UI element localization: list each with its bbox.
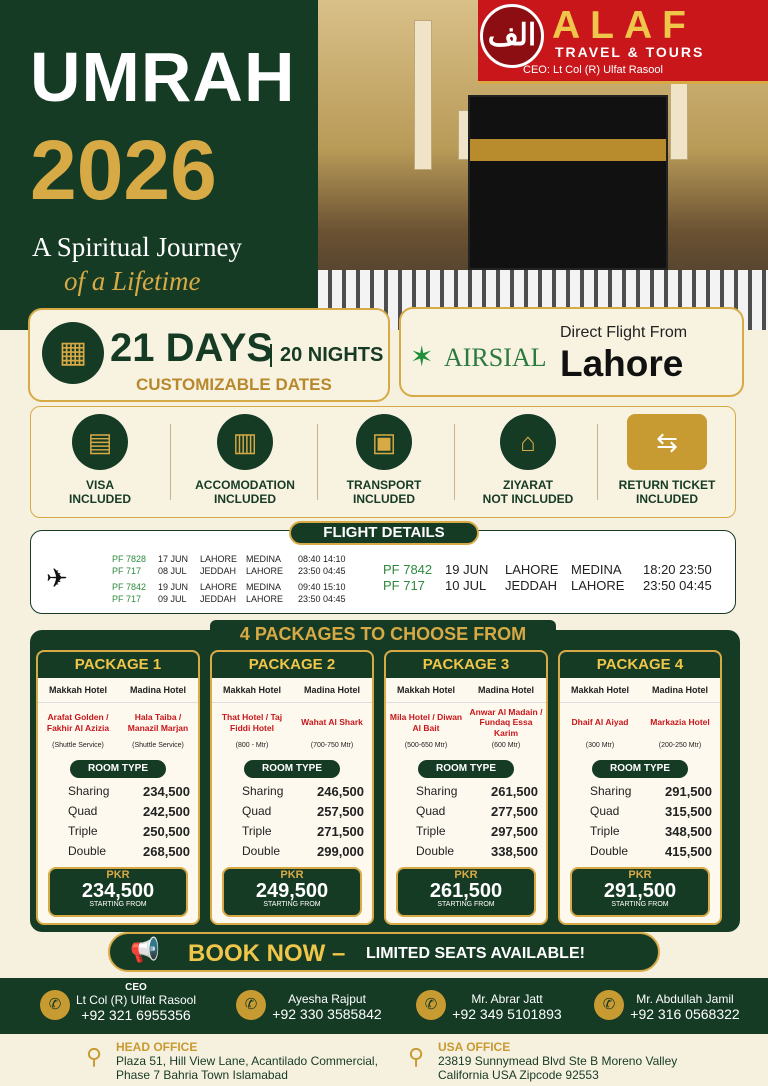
contact-role: CEO xyxy=(125,982,147,993)
package-name: PACKAGE 1 xyxy=(38,652,198,678)
flight-time: 23:50 04:45 xyxy=(298,566,346,576)
makkah-label: Makkah Hotel xyxy=(396,685,456,695)
currency: PKR xyxy=(454,869,478,881)
flight-date: 09 JUL xyxy=(158,594,187,604)
bus-icon: ▣ xyxy=(356,414,412,470)
makkah-hotel: Mila Hotel / Diwan Al Bait xyxy=(389,712,463,733)
madina-hotel: Markazia Hotel xyxy=(650,717,710,728)
feature-ziyarat xyxy=(458,412,598,516)
mosque-icon: ⌂ xyxy=(500,414,556,470)
starting-price-box xyxy=(48,867,188,917)
madina-label: Madina Hotel xyxy=(651,685,708,695)
room-label: Triple xyxy=(590,824,620,838)
tagline: A Spiritual Journey xyxy=(32,232,242,262)
room-label: Quad xyxy=(590,804,620,818)
phone-icon: ✆ xyxy=(40,990,70,1020)
feature-status: INCLUDED xyxy=(214,492,276,507)
flight-time: 23:50 04:45 xyxy=(298,594,346,604)
customizable-dates: CUSTOMIZABLE DATES xyxy=(136,375,332,394)
calendar-icon: ▦ xyxy=(42,322,104,384)
room-label: Triple xyxy=(68,824,98,838)
flight-code: PF 7842 xyxy=(112,582,147,592)
feature-status: INCLUDED xyxy=(636,492,698,507)
flight-details-title: FLIGHT DETAILS xyxy=(289,521,479,545)
room-price: 242,500 xyxy=(143,804,190,819)
flight-to: LAHORE xyxy=(246,566,284,576)
divider xyxy=(170,424,171,500)
flight-from: JEDDAH xyxy=(505,578,558,593)
starting-price-box xyxy=(396,867,536,917)
flight-to: MEDINA xyxy=(571,562,622,577)
room-price: 246,500 xyxy=(317,784,364,799)
room-price: 348,500 xyxy=(665,824,712,839)
room-label: Sharing xyxy=(68,784,110,798)
makkah-distance: (300 Mtr) xyxy=(585,742,615,749)
flight-code: PF 7828 xyxy=(112,554,147,564)
flight-code: PF 717 xyxy=(112,566,142,576)
package-card[interactable] xyxy=(384,650,548,925)
contact-phone[interactable]: +92 316 0568322 xyxy=(630,1006,740,1022)
madina-distance: (Shuttle Service) xyxy=(132,742,184,749)
makkah-hotel: That Hotel / Taj Fiddi Hotel xyxy=(221,712,283,733)
office-address: 23819 Sunnymead Blvd Ste B Moreno Valley xyxy=(438,1054,678,1068)
room-price: 261,500 xyxy=(491,784,538,799)
room-price: 250,500 xyxy=(143,824,190,839)
currency: PKR xyxy=(628,869,652,881)
phone-icon: ✆ xyxy=(594,990,624,1020)
contact-phone[interactable]: +92 349 5101893 xyxy=(452,1006,562,1022)
room-price: 415,500 xyxy=(665,844,712,859)
logo-name: ALAF xyxy=(552,4,696,47)
contact-card[interactable] xyxy=(594,982,744,1028)
flight-date: 19 JUN xyxy=(445,562,489,577)
flight-row xyxy=(112,554,346,564)
starting-price: 249,500 xyxy=(255,880,329,902)
contact-name: Ayesha Rajput xyxy=(288,992,366,1006)
feature-status: NOT INCLUDED xyxy=(482,492,574,507)
location-pin-icon: ⚲ xyxy=(408,1044,425,1069)
office-address: Phase 7 Bahria Town Islamabad xyxy=(116,1068,288,1082)
office-title: HEAD OFFICE xyxy=(116,1040,198,1054)
flight-code: PF 717 xyxy=(383,578,425,593)
flight-to: LAHORE xyxy=(246,594,284,604)
room-price: 338,500 xyxy=(491,844,538,859)
makkah-label: Makkah Hotel xyxy=(48,685,108,695)
flight-time: 23:50 04:45 xyxy=(643,578,712,593)
room-label: Sharing xyxy=(416,784,458,798)
madina-distance: (600 Mtr) xyxy=(491,742,521,749)
room-label: Double xyxy=(242,844,281,858)
contact-phone[interactable]: +92 321 6955356 xyxy=(81,1007,191,1023)
room-price: 257,500 xyxy=(317,804,364,819)
room-price: 315,500 xyxy=(665,804,712,819)
makkah-distance: (500-650 Mtr) xyxy=(404,742,448,749)
madina-hotel: Hala Taiba / Manazil Marjan xyxy=(127,712,189,733)
room-type-label: ROOM TYPE xyxy=(70,760,166,778)
room-type-label: ROOM TYPE xyxy=(244,760,340,778)
contact-card[interactable] xyxy=(236,982,386,1028)
room-type-label: ROOM TYPE xyxy=(418,760,514,778)
flight-to: MEDINA xyxy=(246,582,282,592)
airsial-star-icon: ✶ xyxy=(410,341,434,372)
flight-time: 08:40 14:10 xyxy=(298,554,346,564)
feature-accomodation xyxy=(175,412,315,516)
feature-return-ticket xyxy=(597,412,737,516)
visa-icon: ▤ xyxy=(72,414,128,470)
madina-label: Madina Hotel xyxy=(129,685,186,695)
currency: PKR xyxy=(106,869,130,881)
office-address: California USA Zipcode 92553 xyxy=(438,1068,599,1082)
room-price: 291,500 xyxy=(665,784,712,799)
packages-title: 4 PACKAGES TO CHOOSE FROM xyxy=(210,620,556,648)
book-now-text[interactable]: BOOK NOW – xyxy=(188,940,346,967)
flight-row xyxy=(383,578,712,593)
divider xyxy=(454,424,455,500)
phone-icon: ✆ xyxy=(416,990,446,1020)
room-price: 271,500 xyxy=(317,824,364,839)
feature-label: ACCOMODATION xyxy=(195,478,295,492)
megaphone-icon: 📢 xyxy=(130,937,160,964)
starting-price-box xyxy=(222,867,362,917)
flight-date: 10 JUL xyxy=(445,578,487,593)
package-name: PACKAGE 3 xyxy=(386,652,546,678)
feature-visa xyxy=(30,412,170,516)
flight-to: MEDINA xyxy=(246,554,282,564)
logo-mark: الف xyxy=(480,4,544,68)
hero-title: UMRAH xyxy=(30,38,296,116)
flight-date: 17 JUN xyxy=(158,554,189,564)
limited-seats-text: LIMITED SEATS AVAILABLE! xyxy=(366,945,585,962)
hotel-icon: ▥ xyxy=(217,414,273,470)
madina-hotel: Wahat Al Shark xyxy=(301,717,363,728)
flight-row xyxy=(112,594,346,604)
room-label: Quad xyxy=(242,804,272,818)
location-pin-icon: ⚲ xyxy=(86,1044,103,1069)
makkah-distance: (Shuttle Service) xyxy=(52,742,104,749)
logo-subtitle: TRAVEL & TOURS xyxy=(555,44,705,60)
feature-label: TRANSPORT xyxy=(346,478,422,492)
makkah-hotel: Dhaif Al Aiyad xyxy=(571,717,629,728)
flight-from: LAHORE xyxy=(505,562,559,577)
flight-from: LAHORE xyxy=(200,582,238,592)
direct-flight-label: Direct Flight From xyxy=(560,324,688,341)
makkah-label: Makkah Hotel xyxy=(222,685,282,695)
nights-count: 20 NIGHTS xyxy=(270,344,383,367)
makkah-hotel: Arafat Golden / Fakhir Al Azizia xyxy=(46,712,110,733)
contact-name: Mr. Abrar Jatt xyxy=(471,992,543,1006)
room-label: Sharing xyxy=(590,784,632,798)
starting-label: STARTING FROM xyxy=(89,901,147,908)
starting-price: 291,500 xyxy=(603,880,677,902)
room-label: Double xyxy=(590,844,629,858)
flight-row xyxy=(383,562,712,577)
madina-distance: (700-750 Mtr) xyxy=(310,742,354,749)
room-label: Triple xyxy=(242,824,272,838)
room-type-label: ROOM TYPE xyxy=(592,760,688,778)
starting-label: STARTING FROM xyxy=(437,901,495,908)
contact-name: Mr. Abdullah Jamil xyxy=(636,992,734,1006)
room-label: Quad xyxy=(68,804,98,818)
head-office xyxy=(86,1040,396,1082)
feature-label: RETURN TICKET xyxy=(618,478,716,492)
package-name: PACKAGE 4 xyxy=(560,652,720,678)
office-address: Plaza 51, Hill View Lane, Acantilado Commercial, xyxy=(116,1054,378,1068)
airline-name: AIRSIAL xyxy=(444,343,547,372)
room-price: 234,500 xyxy=(143,784,190,799)
tagline-italic: of a Lifetime xyxy=(64,266,201,296)
starting-price-box xyxy=(570,867,710,917)
flight-time: 09:40 15:10 xyxy=(298,582,346,592)
usa-office xyxy=(408,1040,708,1082)
room-price: 299,000 xyxy=(317,844,364,859)
room-label: Double xyxy=(68,844,107,858)
kaaba xyxy=(468,95,668,270)
flight-to: LAHORE xyxy=(571,578,625,593)
room-price: 297,500 xyxy=(491,824,538,839)
flight-date: 19 JUN xyxy=(158,582,189,592)
room-price: 277,500 xyxy=(491,804,538,819)
room-label: Quad xyxy=(416,804,446,818)
starting-label: STARTING FROM xyxy=(263,901,321,908)
logo-ceo: CEO: Lt Col (R) Ulfat Rasool xyxy=(523,64,663,76)
room-label: Double xyxy=(416,844,455,858)
feature-status: INCLUDED xyxy=(69,492,131,507)
days-count: 21 DAYS xyxy=(110,326,274,370)
flight-from: LAHORE xyxy=(200,554,238,564)
flight-row xyxy=(112,582,346,592)
package-card[interactable] xyxy=(210,650,374,925)
departure-city: Lahore xyxy=(560,343,684,384)
starting-price: 261,500 xyxy=(429,880,503,902)
ticket-icon: ⇆ xyxy=(627,414,707,470)
room-label: Sharing xyxy=(242,784,284,798)
flight-date: 08 JUL xyxy=(158,566,187,576)
flight-code: PF 7842 xyxy=(383,562,433,577)
feature-status: INCLUDED xyxy=(353,492,415,507)
contact-card[interactable] xyxy=(40,982,200,1028)
contact-phone[interactable]: +92 330 3585842 xyxy=(272,1006,382,1022)
madina-label: Madina Hotel xyxy=(477,685,534,695)
room-price: 268,500 xyxy=(143,844,190,859)
starting-label: STARTING FROM xyxy=(611,901,669,908)
flight-time: 18:20 23:50 xyxy=(643,562,712,577)
makkah-distance: (800 - Mtr) xyxy=(235,742,269,749)
phone-icon: ✆ xyxy=(236,990,266,1020)
makkah-label: Makkah Hotel xyxy=(570,685,630,695)
package-name: PACKAGE 2 xyxy=(212,652,372,678)
flight-code: PF 717 xyxy=(112,594,142,604)
starting-price: 234,500 xyxy=(81,880,155,902)
hero-year: 2026 xyxy=(30,123,217,217)
madina-distance: (200-250 Mtr) xyxy=(658,742,702,749)
madina-label: Madina Hotel xyxy=(303,685,360,695)
contact-card[interactable] xyxy=(416,982,566,1028)
madina-hotel: Anwar Al Madain / Fundaq Essa Karim xyxy=(469,707,543,738)
feature-label: ZIYARAT xyxy=(502,478,553,492)
flight-from: JEDDAH xyxy=(200,594,237,604)
contact-name: Lt Col (R) Ulfat Rasool xyxy=(75,993,197,1007)
room-label: Triple xyxy=(416,824,446,838)
feature-transport xyxy=(314,412,454,516)
office-title: USA OFFICE xyxy=(438,1040,511,1054)
currency: PKR xyxy=(280,869,304,881)
flight-from: JEDDAH xyxy=(200,566,237,576)
package-card[interactable] xyxy=(36,650,200,925)
feature-label: VISA xyxy=(85,478,114,492)
package-card[interactable] xyxy=(558,650,722,925)
airplane-icon: ✈ xyxy=(46,563,68,593)
flight-row xyxy=(112,566,346,576)
